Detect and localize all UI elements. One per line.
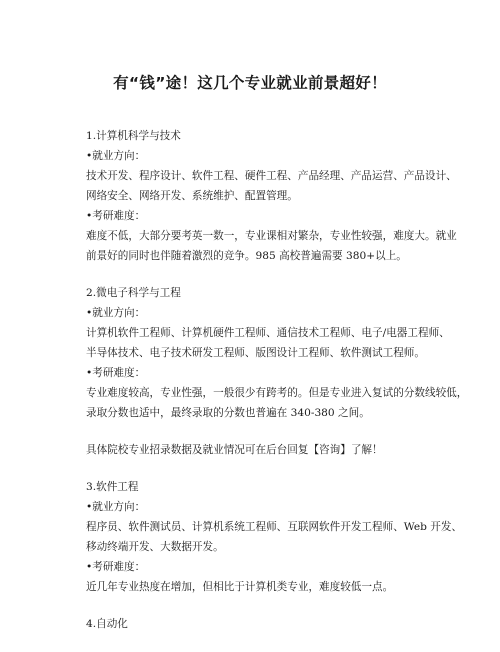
exam-difficulty-label: •考研难度： [86, 367, 146, 379]
exam-difficulty-text: 前景好的同时也伴随着激烈的竞争。985 高校普遍需要 380+以上。 [86, 250, 407, 262]
document-body [86, 126, 468, 634]
exam-difficulty-text: 专业难度较高，专业性强，一般很少有跨考的。但是专业进入复试的分数线较低， [86, 387, 468, 399]
section-microelectronics [86, 283, 468, 423]
consult-note: 具体院校专业招录数据及就业情况可在后台回复【咨询】了解！ [86, 444, 383, 456]
job-direction-text: 半导体技术、电子技术研发工程师、版图设计工程师、软件测试工程师。 [86, 347, 425, 359]
document-title: 有“钱”途！这几个专业就业前景超好！ [113, 74, 387, 92]
job-direction-text: 技术开发、程序设计、软件工程、硬件工程、产品经理、产品运营、产品设计、 [86, 170, 457, 182]
exam-difficulty-label: •考研难度： [86, 210, 146, 222]
section-heading: 4.自动化 [86, 618, 128, 630]
spacer [86, 597, 426, 614]
job-direction-label: •就业方向： [86, 501, 146, 513]
spacer [86, 460, 426, 477]
job-direction-label: •就业方向： [86, 307, 146, 319]
job-direction-text: 计算机软件工程师、计算机硬件工程师、通信技术工程师、电子/电器工程师、 [86, 327, 450, 339]
section-heading: 2.微电子科学与工程 [86, 287, 181, 299]
spacer [86, 266, 426, 283]
exam-difficulty-text: 近几年专业热度在增加，但相比于计算机类专业，难度较低一点。 [86, 581, 394, 593]
job-direction-text: 程序员、软件测试员、计算机系统工程师、互联网软件开发工程师、Web 开发、 [86, 521, 463, 533]
exam-difficulty-text: 难度不低，大部分要考英一数一，专业课相对繁杂，专业性较强，难度大。就业 [86, 230, 457, 242]
section-heading: 1.计算机科学与技术 [86, 130, 181, 142]
section-heading: 3.软件工程 [86, 481, 139, 493]
section-software-engineering [86, 477, 463, 597]
exam-difficulty-label: •考研难度： [86, 561, 146, 573]
exam-difficulty-text: 录取分数也适中，最终录取的分数也普遍在 340-380 之间。 [86, 407, 370, 419]
section-automation [86, 614, 426, 634]
section-computer-science [86, 126, 457, 266]
job-direction-text: 移动终端开发、大数据开发。 [86, 541, 224, 553]
job-direction-text: 网络安全、网络开发、系统维护、配置管理。 [86, 190, 298, 202]
spacer [86, 423, 426, 440]
job-direction-label: •就业方向： [86, 150, 146, 162]
